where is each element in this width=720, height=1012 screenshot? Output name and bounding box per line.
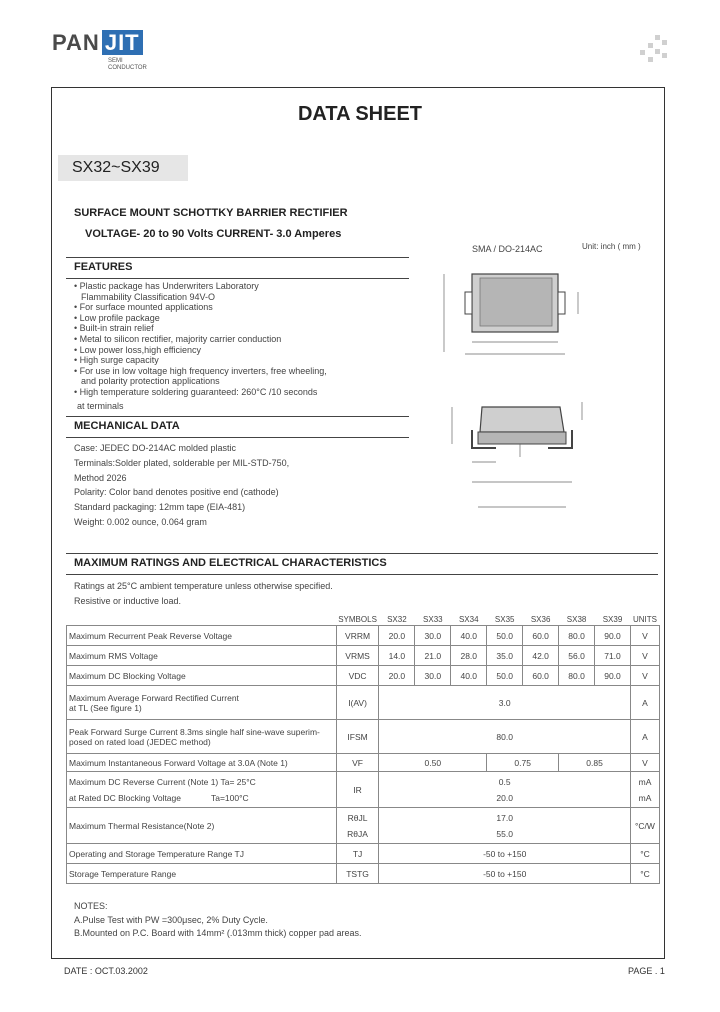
table-unit: V: [630, 754, 659, 772]
unit-line: mA: [638, 776, 652, 787]
table-unit: °C/W: [630, 808, 659, 844]
table-symbol: VF: [336, 754, 379, 772]
table-value: 50.0: [487, 666, 523, 686]
table-value: 50.0: [487, 626, 523, 646]
ratings-header: [66, 553, 658, 575]
table-header-cell: SX39: [595, 614, 631, 626]
table-header-cell: SX32: [379, 614, 415, 626]
table-row: [67, 666, 660, 686]
table-row: [67, 808, 660, 844]
part-range-box: [58, 155, 188, 181]
table-row: [67, 864, 660, 884]
param-line: Peak Forward Surge Current 8.3ms single half sine-wave superim-: [69, 726, 320, 737]
table-symbol: TJ: [336, 844, 379, 864]
ratings-table: [66, 614, 660, 884]
table-value: 35.0: [487, 646, 523, 666]
table-row: [67, 686, 660, 720]
table-value: 40.0: [451, 626, 487, 646]
param-line: Maximum Average Forward Rectified Current: [69, 692, 239, 703]
feature-item: • For surface mounted applications: [74, 302, 213, 313]
table-param: Storage Temperature Range: [67, 864, 337, 884]
table-symbol: IFSM: [336, 720, 379, 754]
table-header-blank: [67, 614, 337, 626]
notes-title: NOTES:: [74, 901, 108, 911]
footer-date: DATE : OCT.03.2002: [64, 966, 148, 976]
table-unit: V: [630, 626, 659, 646]
mechanical-header: [66, 416, 409, 438]
table-value: 40.0: [451, 666, 487, 686]
mechanical-item: Terminals:Solder plated, solderable per MIL-STD-750,: [74, 457, 290, 468]
table-value: 21.0: [415, 646, 451, 666]
feature-item: at terminals: [77, 400, 124, 411]
table-unit: A: [630, 686, 659, 720]
table-value: 30.0: [415, 626, 451, 646]
table-value: [379, 808, 631, 844]
table-value: 71.0: [595, 646, 631, 666]
table-symbol: TSTG: [336, 864, 379, 884]
table-row: [67, 626, 660, 646]
footer-page: PAGE . 1: [628, 966, 665, 976]
table-value: 80.0: [559, 666, 595, 686]
table-param: Operating and Storage Temperature Range TJ: [67, 844, 337, 864]
table-value: -50 to +150: [379, 864, 631, 884]
table-unit: [630, 772, 659, 808]
param-line: Maximum DC Reverse Current (Note 1) Ta= 25°C: [69, 776, 256, 787]
feature-item: • Built-in strain relief: [74, 323, 154, 334]
table-unit: A: [630, 720, 659, 754]
corner-decoration-icon: [640, 35, 670, 65]
table-param: Maximum Recurrent Peak Reverse Voltage: [67, 626, 337, 646]
package-outline-drawing: [432, 262, 608, 518]
mechanical-item: Case: JEDEC DO-214AC molded plastic: [74, 443, 237, 453]
feature-item: • Plastic package has Underwriters Laboratory: [74, 281, 259, 291]
table-value: 3.0: [379, 686, 631, 720]
table-header-cell: SX33: [415, 614, 451, 626]
package-top-inner: [480, 278, 552, 326]
product-title: SURFACE MOUNT SCHOTTKY BARRIER RECTIFIER: [74, 207, 348, 219]
table-header-cell: SX34: [451, 614, 487, 626]
table-header-row: [67, 614, 660, 626]
param-line: at TL (See figure 1): [69, 702, 142, 713]
mechanical-list: [74, 441, 404, 530]
ratings-intro: [74, 579, 333, 609]
notes-block: [74, 900, 361, 941]
table-value: -50 to +150: [379, 844, 631, 864]
feature-item: • High temperature soldering guaranteed: 260°C /10 seconds: [74, 386, 318, 397]
table-symbol: VDC: [336, 666, 379, 686]
ratings-intro-line: Resistive or inductive load.: [74, 596, 182, 606]
table-row: [67, 772, 660, 808]
features-heading: FEATURES: [74, 261, 133, 273]
feature-item: • Metal to silicon rectifier, majority carrier conduction: [74, 333, 282, 344]
table-param: [67, 686, 337, 720]
table-value: 42.0: [523, 646, 559, 666]
table-unit: V: [630, 646, 659, 666]
package-unit: Unit: inch ( mm ): [582, 242, 641, 251]
table-symbol: IR: [336, 772, 379, 808]
value-line: 17.0: [496, 812, 513, 823]
table-param: Maximum Instantaneous Forward Voltage at 3.0A (Note 1): [67, 754, 337, 772]
table-value: 60.0: [523, 666, 559, 686]
mechanical-item: Standard packaging: 12mm tape (EIA-481): [74, 502, 246, 513]
package-lead-left: [465, 292, 472, 314]
feature-item: • Low profile package: [74, 312, 160, 323]
mechanical-item: Polarity: Color band denotes positive end (cathode): [74, 487, 279, 498]
table-row: [67, 720, 660, 754]
table-param: Maximum DC Blocking Voltage: [67, 666, 337, 686]
package-name: SMA / DO-214AC: [472, 244, 543, 254]
feature-item: • Low power loss,high efficiency: [74, 344, 202, 355]
table-value: 28.0: [451, 646, 487, 666]
part-range: SX32~SX39: [72, 159, 160, 176]
param-line: Ta=100°C: [210, 792, 249, 803]
table-header-cell: UNITS: [630, 614, 659, 626]
table-value: 0.85: [559, 754, 631, 772]
note-item: A.Pulse Test with PW =300μsec, 2% Duty Cycle.: [74, 914, 268, 925]
table-value: 0.75: [487, 754, 559, 772]
feature-item: • For use in low voltage high frequency inverters, free wheeling,: [74, 365, 327, 376]
table-symbol: [336, 808, 379, 844]
table-row: [67, 844, 660, 864]
voltage-current-line: VOLTAGE- 20 to 90 Volts CURRENT- 3.0 Amperes: [85, 228, 342, 240]
param-line: posed on rated load (JEDEC method): [69, 736, 211, 747]
symbol-line: RθJL: [347, 812, 368, 823]
table-value: 90.0: [595, 666, 631, 686]
table-value: 90.0: [595, 626, 631, 646]
table-unit: V: [630, 666, 659, 686]
package-side-body: [480, 407, 564, 432]
features-header: [66, 257, 409, 279]
ratings-heading: MAXIMUM RATINGS AND ELECTRICAL CHARACTERISTICS: [74, 557, 387, 569]
logo-sub-semi: SEMI: [108, 58, 123, 64]
unit-line: mA: [638, 792, 652, 803]
table-unit: °C: [630, 844, 659, 864]
table-value: 80.0: [379, 720, 631, 754]
table-header-cell: SX38: [559, 614, 595, 626]
note-item: B.Mounted on P.C. Board with 14mm² (.013mm thick) copper pad areas.: [74, 928, 362, 938]
table-value: 20.0: [379, 626, 415, 646]
panjit-logo: [52, 30, 143, 56]
feature-item: Flammability Classification 94V-O: [81, 291, 216, 302]
table-header-cell: SX35: [487, 614, 523, 626]
mechanical-item: Weight: 0.002 ounce, 0.064 gram: [74, 516, 207, 527]
logo-text-pan: PAN: [52, 30, 100, 55]
param-line: at Rated DC Blocking Voltage: [69, 792, 181, 803]
package-side-base: [478, 432, 566, 444]
mechanical-heading: MECHANICAL DATA: [74, 420, 180, 432]
table-value: 60.0: [523, 626, 559, 646]
table-header-cell: SX36: [523, 614, 559, 626]
table-value: 20.0: [379, 666, 415, 686]
table-header-cell: SYMBOLS: [338, 615, 377, 624]
table-row: [67, 646, 660, 666]
table-symbol: VRRM: [336, 626, 379, 646]
table-param: [67, 720, 337, 754]
table-symbol: VRMS: [336, 646, 379, 666]
table-value: 14.0: [379, 646, 415, 666]
page-title: DATA SHEET: [297, 103, 423, 125]
value-line: 20.0: [496, 792, 513, 803]
logo-text-jit: JIT: [102, 30, 143, 55]
table-param: Maximum RMS Voltage: [67, 646, 337, 666]
table-value: 0.50: [379, 754, 487, 772]
logo-subtitle: [108, 58, 147, 72]
value-line: 55.0: [496, 828, 513, 839]
table-value: 30.0: [415, 666, 451, 686]
table-symbol: I(AV): [336, 686, 379, 720]
table-param: Maximum Thermal Resistance(Note 2): [67, 808, 337, 844]
table-unit: °C: [630, 864, 659, 884]
package-lead-right: [558, 292, 565, 314]
feature-item: • High surge capacity: [74, 355, 159, 366]
logo-sub-conductor: CONDUCTOR: [108, 65, 147, 71]
feature-item: and polarity protection applications: [81, 376, 220, 387]
value-line: 0.5: [498, 776, 511, 787]
mechanical-item: Method 2026: [74, 472, 127, 483]
table-row: [67, 754, 660, 772]
table-value: 80.0: [559, 626, 595, 646]
table-param: [67, 772, 337, 808]
symbol-line: RθJA: [347, 828, 368, 839]
table-value: 56.0: [559, 646, 595, 666]
ratings-intro-line: Ratings at 25°C ambient temperature unless otherwise specified.: [74, 581, 333, 591]
features-list: [74, 281, 404, 411]
table-value: [379, 772, 631, 808]
